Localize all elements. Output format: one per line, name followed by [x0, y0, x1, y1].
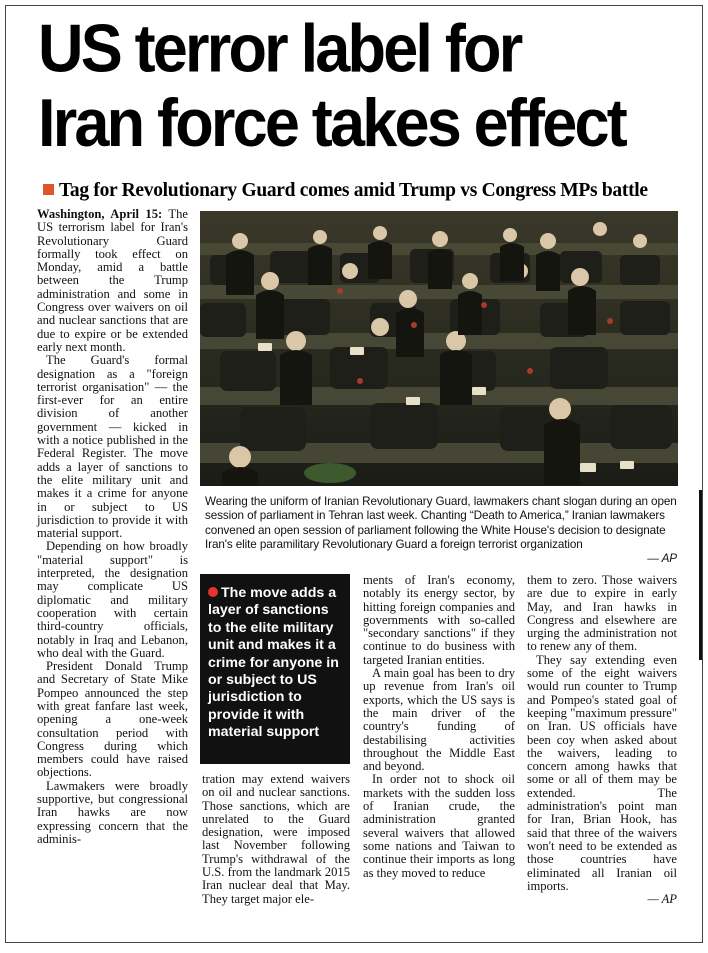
paragraph: A main goal has been to dry up revenue from Iran's oil exports, which the US says is the main driver of the country's funding of destabilising activities throughout the Middle East and beyond.: [363, 666, 515, 774]
square-bullet-icon: [43, 184, 54, 195]
article-column-3: [363, 574, 515, 940]
article-column-1: [37, 208, 188, 938]
red-dot-icon: [208, 587, 218, 597]
paragraph: ments of Iran's economy, notably its energy sector, by hitting foreign companies and governments with so-called "secondary sanctions" if they continue to do business with targeted Iranian entities.: [363, 573, 515, 667]
newspaper-page: [5, 5, 703, 943]
photo-caption: [205, 495, 677, 566]
paragraph: Depending on how broadly "material support" is interpreted, the designation may complicate US diplomatic and military cooperation with certain third-country officials, notably in Iraq and Lebanon, who deal with the Guard.: [37, 539, 188, 660]
paragraph: tration may extend waivers on oil and nuclear sanctions. Those sanctions, which are unrelated to the Guard designation, were imposed last November following Trump's withdrawal of the U.S. from the landmark 2015 Iran nuclear deal that May. They target major ele-: [202, 772, 350, 906]
photo-credit: — AP: [647, 552, 677, 566]
subheadline: [43, 179, 683, 203]
paragraph: In order not to shock oil markets with the sudden loss of Iranian crude, the administration granted several waivers that allowed some nations and Taiwan to continue their imports as long as they moved to reduce: [363, 772, 515, 880]
headline-line-1: US terror label for: [38, 10, 521, 87]
article-column-4: [527, 574, 677, 940]
paragraph: President Donald Trump and Secretary of State Mike Pompeo announced the step with great fanfare last week, opening a one-week consultation period with Congress during which members could have raised objections.: [37, 659, 188, 780]
caption-text: Wearing the uniform of Iranian Revolutionary Guard, lawmakers chant slogan during an open session of parliament in Tehran last week. Chanting “Death to America,” Iranian lawmakers convened an open session of parliament following the White House's decision to designate Iran's elite paramilitary Revolutionary Guard a foreign terrorist organization: [205, 495, 677, 551]
headline-line-2: Iran force takes effect: [38, 85, 625, 162]
paragraph: They say extending even some of the eight waivers would run counter to Trump and Pompeo's stated goal of keeping "maximum pressure" on Iran. US officials have been coy when asked about the waivers, leading to concern among hawks that some or all of them may be extended. The administration's point man for Iran, Brian Hook, has said that three of the waivers won't need to be extended as those countries have eliminated all Iranian oil imports.: [527, 652, 677, 893]
paragraph: The Guard's formal designation as a "foreign terrorist organisation" — the first-ever for an entire division of another government — kicked in with a notice published in the Federal Register. The move adds a layer of sanctions to the elite military unit and makes it a crime for anyone in or subject to US jurisdiction to provide it with material support.: [37, 353, 188, 541]
paragraph: them to zero. Those waivers are due to expire in early May, and Iran hawks in Congress and elsewhere are urging the administration not to renew any of them.: [527, 573, 677, 654]
dateline: Washington, April 15:: [37, 207, 163, 221]
pull-quote-text: The move adds a layer of sanctions to the elite military unit and makes it a crime for anyone in or subject to US jurisdiction to provide it with material support: [208, 585, 339, 741]
subheadline-text: Tag for Revolutionary Guard comes amid Trump vs Congress MPs battle: [59, 180, 648, 201]
pull-quote: [200, 574, 350, 764]
page-edge-bar: [699, 490, 703, 660]
paragraph: The US terrorism label for Iran's Revolutionary Guard formally took effect on Monday, amid a battle between the Trump administration and some in Congress over waivers on oil and nuclear sanctions that are due to expire or be extended early next month.: [37, 207, 189, 354]
paragraph: Lawmakers were broadly supportive, but congressional Iran hawks are now expressing concern that the adminis-: [37, 778, 188, 846]
article-signoff: — AP: [647, 892, 677, 907]
parliament-photo: [200, 211, 678, 486]
headline: [38, 12, 678, 161]
article-column-2: [202, 773, 350, 943]
